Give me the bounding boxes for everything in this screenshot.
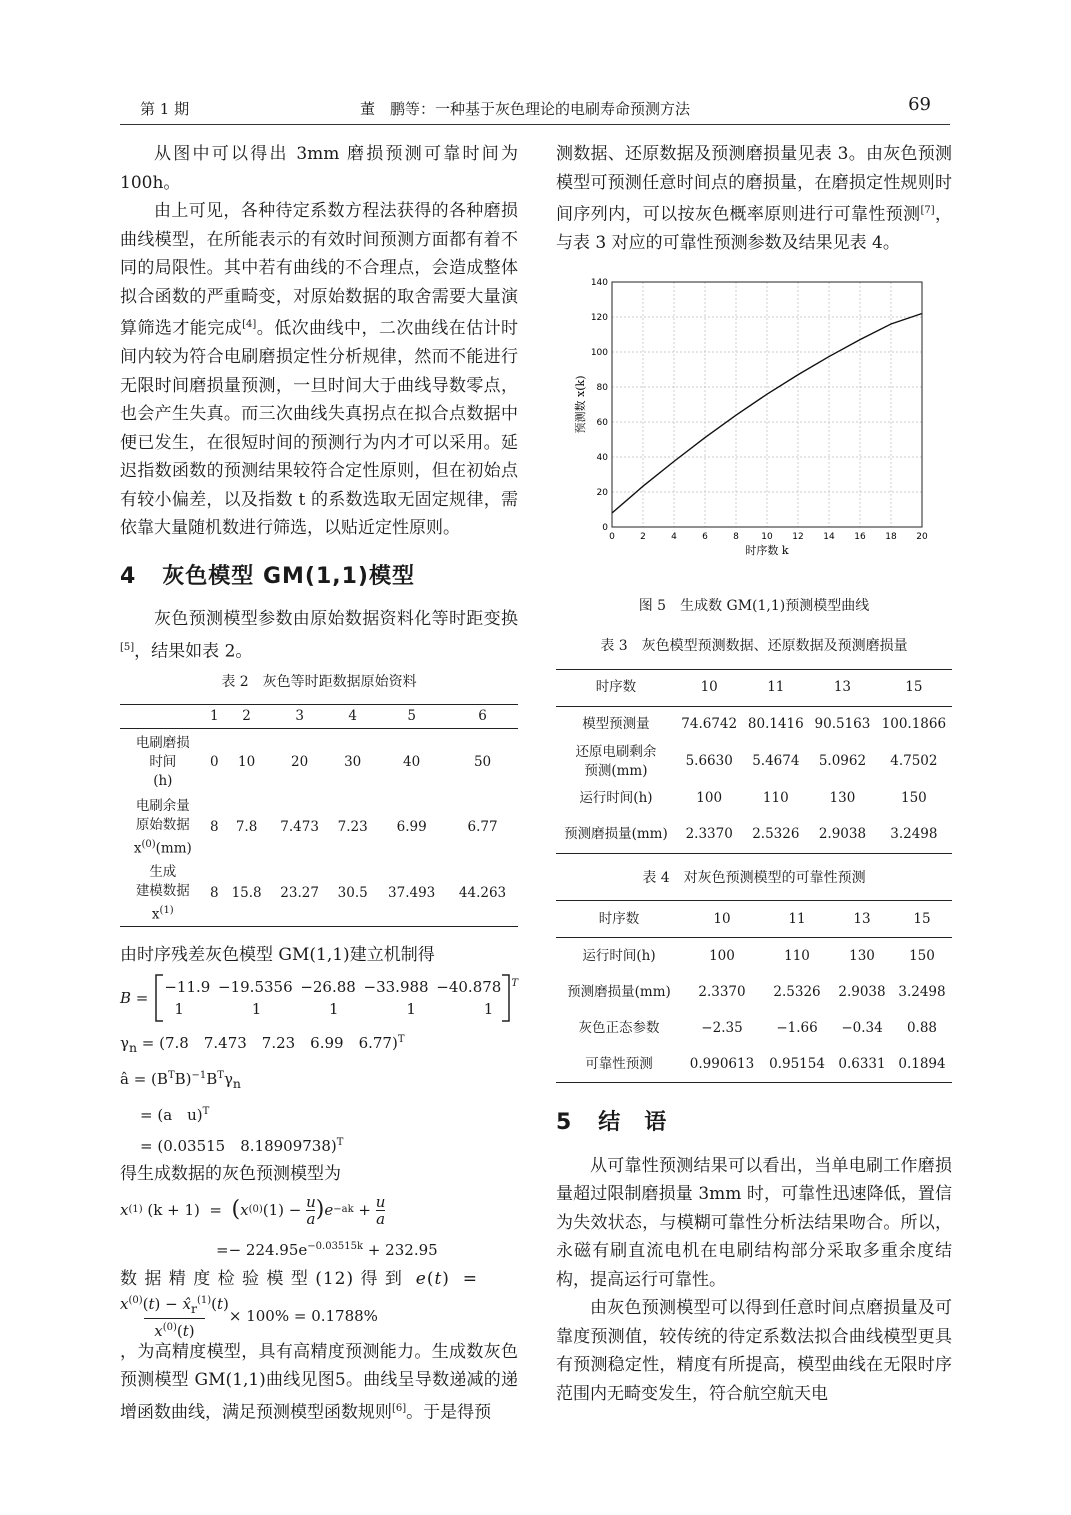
table-cell: 7.23 xyxy=(337,819,368,836)
matrix-B: B = −11.9 −19.5356 −26.88 −33.988 −40.878 1 1 1 1 1 $^T$ xyxy=(120,970,518,1026)
table-cell: 5.4674 xyxy=(752,753,800,770)
table-cell: 2.9038 xyxy=(838,983,886,1000)
matrix-cell: −11.9 xyxy=(164,977,211,996)
paragraph: 由时序残差灰色模型 GM(1,1)建立机制得 xyxy=(120,945,435,966)
paragraph: 由灰色预测模型可以得到任意时间点磨损量及可靠度预测值，较传统的待定系数法拟合曲线模型更具有预测稳定性，精度有所提高，模型曲线在无限时序范围内无畸变发生，符合航空航天电 xyxy=(556,1298,952,1404)
paragraph: 数 据 精 度 检 验 模 型 (12) 得 到 e(t) = xyxy=(120,1269,478,1290)
table-row xyxy=(556,706,952,743)
issue-label: 第 1 期 xyxy=(140,100,190,118)
table-cell: 0 xyxy=(210,753,219,770)
row-label: 可靠性预测 xyxy=(585,1055,653,1072)
table-row xyxy=(556,743,952,781)
table-cell: 10 xyxy=(238,753,256,770)
table-header-cell: 6 xyxy=(478,708,487,725)
row-label: 预测磨损量(mm) xyxy=(564,826,668,843)
table-cell: 100 xyxy=(709,947,735,964)
citation: [4] xyxy=(242,319,257,330)
table-cell: −0.34 xyxy=(841,1019,883,1036)
table-cell: 30 xyxy=(344,753,362,770)
table-cell: 40 xyxy=(403,753,421,770)
table-caption: 表 3 灰色模型预测数据、还原数据及预测磨损量 xyxy=(600,638,908,655)
x-tick-label: 18 xyxy=(885,531,897,542)
x-tick-label: 12 xyxy=(792,531,804,542)
table-header-cell: 15 xyxy=(913,910,931,927)
table-cell: 15.8 xyxy=(231,885,262,902)
table-cell: −1.66 xyxy=(776,1019,818,1036)
x-tick-label: 16 xyxy=(854,531,866,542)
citation: [6] xyxy=(392,1402,407,1414)
matrix-cell: 1 xyxy=(174,999,184,1018)
row-label: 预测磨损量(mm) xyxy=(567,983,671,1000)
paragraph: 灰色预测模型参数由原始数据资料化等时距变换[5]，结果如表 2。 xyxy=(120,609,518,662)
table-4 xyxy=(556,900,952,1083)
table-header-cell: 10 xyxy=(700,679,718,696)
citation: [7] xyxy=(920,205,935,216)
figure-5 xyxy=(556,274,952,586)
table-header-cell: 13 xyxy=(833,679,852,696)
paragraph: 测数据、还原数据及预测磨损量见表 3。由灰色预测模型可预测任意时间点的磨损量，在磨损定性规则时间序列内，可以按灰色概率原则进行可靠性预测[7]，与表 3 对应的可靠性预测参数及结果见表 4。 xyxy=(556,144,953,254)
figure-caption: 图 5 生成数 GM(1,1)预测模型曲线 xyxy=(638,597,870,614)
table-cell: 6.77 xyxy=(467,819,498,836)
table-cell: 2.3370 xyxy=(698,983,746,1000)
table-cell: 100 xyxy=(696,790,723,807)
paragraph: 从图中可以得出 3mm 磨损预测可靠时间为100h。 xyxy=(120,144,518,193)
table-cell: 130 xyxy=(829,790,856,807)
table-header-cell: 1 xyxy=(210,708,219,725)
matrix-cell: −40.878 xyxy=(436,977,502,996)
x-tick-label: 14 xyxy=(823,531,835,542)
left-bracket xyxy=(154,974,164,1022)
matrix-cell: 1 xyxy=(251,999,262,1018)
table-cell: 0.88 xyxy=(906,1019,938,1036)
row-label: 模型预测量 xyxy=(582,716,650,733)
left-column xyxy=(120,140,518,1427)
matrix-cell: 1 xyxy=(483,999,494,1018)
equation-au: = (a u)$^T$ xyxy=(140,1105,210,1124)
equation-model: x (1) (k + 1) = ( x (0) (1) − u a ) e −ak + u a xyxy=(120,1192,386,1228)
page-number: 69 xyxy=(908,94,931,115)
table-caption: 表 2 灰色等时距数据原始资料 xyxy=(221,673,417,690)
table-cell: 100.1866 xyxy=(881,716,947,733)
table-cell: 90.5163 xyxy=(814,716,871,733)
table-cell: 7.8 xyxy=(235,819,258,836)
table-cell: 4.7502 xyxy=(890,753,938,770)
matrix-cell: 1 xyxy=(329,999,339,1018)
table-row xyxy=(556,974,952,1010)
table-cell: 44.263 xyxy=(458,885,507,902)
table-cell: −2.35 xyxy=(701,1019,743,1036)
table-header-cell: 11 xyxy=(788,910,806,927)
table-header-cell xyxy=(120,705,206,729)
table-cell: 5.6630 xyxy=(685,753,733,770)
table-row xyxy=(120,861,518,927)
x-tick-label: 10 xyxy=(761,531,773,542)
table-2 xyxy=(120,704,518,927)
header-rule xyxy=(120,124,950,125)
x-axis-label: 时序数 k xyxy=(745,543,789,557)
error-value: × 100% = 0.1788% xyxy=(228,1306,378,1325)
table-header-cell: 15 xyxy=(905,679,923,696)
table-header-cell: 时序数 xyxy=(595,679,637,696)
table-cell: 2.5326 xyxy=(773,983,821,1000)
row-label: 生成 建模数据 $x^{(1)}$ xyxy=(135,863,190,923)
x-tick-label: 6 xyxy=(702,531,708,542)
section-heading: 4 灰色模型 GM(1,1)模型 xyxy=(120,563,415,589)
table-cell: 110 xyxy=(784,947,810,964)
matrix-cell: −19.5356 xyxy=(218,977,293,996)
section-heading: 5 结 语 xyxy=(556,1110,668,1136)
table-cell: 0.1894 xyxy=(898,1055,946,1072)
row-label: 运行时间(h) xyxy=(582,947,656,964)
matrix-cell: −33.988 xyxy=(363,977,429,996)
table-caption: 表 4 对灰色预测模型的可靠性预测 xyxy=(642,869,866,886)
citation: [5] xyxy=(120,641,135,653)
table-cell: 23.27 xyxy=(280,885,319,902)
table-cell: 2.5326 xyxy=(752,826,800,843)
row-label: 还原电刷剩余 预测(mm) xyxy=(575,743,657,779)
table-cell: 130 xyxy=(849,947,875,964)
y-tick-label: 140 xyxy=(590,277,608,288)
x-tick-label: 2 xyxy=(640,531,646,542)
y-axis-label: 预测数 x(k) xyxy=(574,375,587,434)
table-cell: 80.1416 xyxy=(747,716,804,733)
table-header-cell: 5 xyxy=(407,708,416,725)
table-header-cell: 11 xyxy=(767,679,785,696)
table-cell: 6.99 xyxy=(396,819,427,836)
right-bracket xyxy=(501,974,511,1022)
y-tick-label: 40 xyxy=(596,452,608,463)
equation-model-expanded: =− $224.95e^{-0.03515k} + 232.95$ xyxy=(216,1241,438,1260)
table-row xyxy=(120,729,518,795)
y-tick-label: 60 xyxy=(596,417,608,428)
table-header-cell: 3 xyxy=(295,708,304,725)
right-column xyxy=(556,140,952,1408)
y-tick-label: 80 xyxy=(596,382,608,393)
table-cell: 8 xyxy=(210,885,219,902)
table-cell: 37.493 xyxy=(388,885,436,902)
x-tick-label: 4 xyxy=(671,531,677,542)
row-label: 灰色正态参数 xyxy=(578,1019,660,1036)
table-cell: 74.6742 xyxy=(681,716,738,733)
y-tick-label: 120 xyxy=(590,312,608,323)
equation-error: $\frac{x^{(0)}(t) - x̂_r^{(1)}(t)}{x^{(0)}(t)}$ × 100% = 0.1788% xyxy=(120,1294,378,1340)
x-tick-label: 0 xyxy=(609,531,615,542)
row-label: 运行时间(h) xyxy=(579,790,653,807)
table-header-cell: 时序数 xyxy=(598,910,640,927)
table-row xyxy=(556,817,952,854)
table-header-cell: 13 xyxy=(853,910,871,927)
line-chart xyxy=(556,274,952,564)
table-cell: 150 xyxy=(900,790,927,807)
paragraph: ，为高精度模型，具有高精度预测能力。生成数灰色预测模型 GM(1,1)曲线见图5。曲线呈导数递减的递增函数曲线，满足预测模型函数规则[6]。于是得预 xyxy=(120,1341,518,1423)
table-row xyxy=(556,1010,952,1046)
x-tick-label: 8 xyxy=(733,531,739,542)
table-cell: 0.990613 xyxy=(689,1055,755,1072)
table-cell: 150 xyxy=(909,947,935,964)
table-header-cell: 10 xyxy=(713,910,731,927)
table-3 xyxy=(556,669,952,854)
x-tick-label: 20 xyxy=(916,531,928,542)
paragraph: 得生成数据的灰色预测模型为 xyxy=(120,1163,341,1184)
table-cell: 30.5 xyxy=(337,885,368,902)
table-header-cell: 2 xyxy=(242,708,251,725)
matrix-cell: −26.88 xyxy=(300,977,356,996)
table-cell: 110 xyxy=(762,790,789,807)
equation-ahat: â = $(B^TB)^{-1}B^T\gamma_n$ xyxy=(120,1069,241,1091)
equation-vals: = (0.03515 8.18909738)$^T$ xyxy=(140,1136,344,1155)
table-cell: 20 xyxy=(291,753,309,770)
row-label: 电刷磨损 时间 (h) xyxy=(135,734,190,789)
table-cell: 0.6331 xyxy=(838,1055,886,1072)
table-row xyxy=(120,795,518,861)
running-title: 董 鹏等：一种基于灰色理论的电刷寿命预测方法 xyxy=(360,100,691,118)
matrix-cell: 1 xyxy=(406,999,416,1018)
y-tick-label: 20 xyxy=(596,487,608,498)
paragraph: 从可靠性预测结果可以看出，当单电刷工作磨损量超过限制磨损量 3mm 时，可靠性迅速降低，置信为失效状态，与模糊可靠性分析法结果吻合。所以，永磁有刷直流电机在电刷结构部分采取多重余度结构，提高运行可靠性。 xyxy=(556,1155,952,1290)
table-cell: 3.2498 xyxy=(890,826,938,843)
table-row xyxy=(556,938,952,975)
running-header xyxy=(120,96,951,122)
table-cell: 8 xyxy=(210,819,219,836)
table-header-cell: 4 xyxy=(348,708,357,725)
table-cell: 2.9038 xyxy=(818,826,867,843)
table-row xyxy=(556,781,952,817)
table-cell: 0.95154 xyxy=(769,1055,825,1072)
table-cell: 5.0962 xyxy=(818,753,867,770)
paragraph: 由上可见，各种待定系数方程法获得的各种磨损曲线模型，在所能表示的有效时间预测方面都有着不同的局限性。其中若有曲线的不合理点，会造成整体拟合函数的严重畸变，对原始数据的取舍需要大量演算筛选才能完成[4]。低次曲线中，二次曲线在估计时间内较为符合电刷磨损定性分析规律，然而不能进行无限时间磨损量预测，一旦时间大于曲线导数零点，也会产生失真。而三次曲线失真拐点在拟合点数据中便已发生，在很短时间的预测行为内才可以采用。延迟指数函数的预测结果较符合定性原则，但在初始点有较小偏差，以及指数 t 的系数选取无固定规律，需依靠大量随机数进行筛选，以贴近定性原则。 xyxy=(120,201,519,539)
equation-yn: $\gamma_n = (7.8$ 7.473 7.23 6.99 6.77)$^T$ xyxy=(120,1033,405,1055)
table-cell: 2.3370 xyxy=(685,826,733,843)
table-cell: 3.2498 xyxy=(898,983,946,1000)
table-cell: 50 xyxy=(473,753,492,770)
y-tick-label: 100 xyxy=(590,347,608,358)
table-row xyxy=(556,1046,952,1083)
table-cell: 7.473 xyxy=(280,819,319,836)
y-tick-label: 0 xyxy=(602,522,608,533)
row-label: 电刷余量 原始数据 $x^{(0)}(mm)$ xyxy=(133,798,192,857)
